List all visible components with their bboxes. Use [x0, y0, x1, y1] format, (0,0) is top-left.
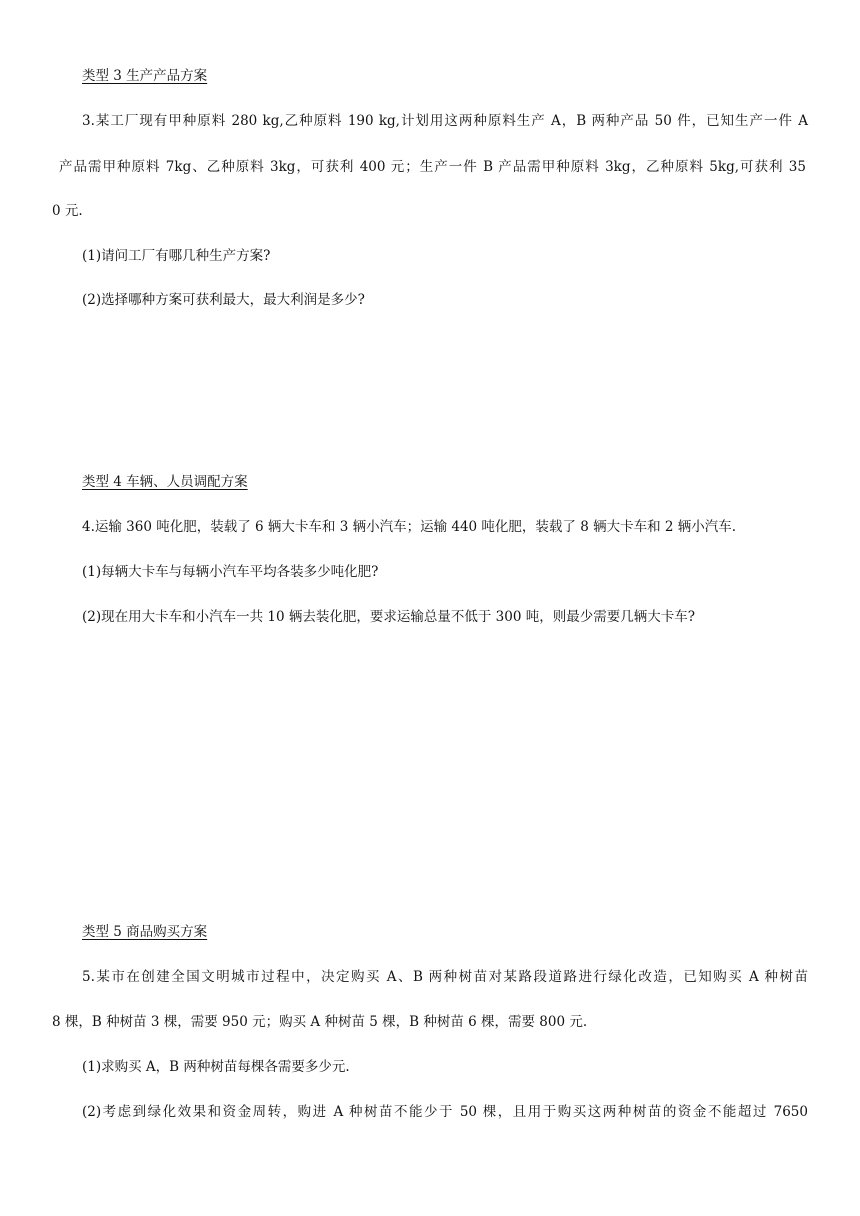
- section-4-heading: 类型 4 车辆、人员调配方案: [82, 474, 248, 490]
- problem-5-line-1: 5.某市在创建全国文明城市过程中，决定购买 A、B 两种树苗对某路段道路进行绿化改造，已知购买 A 种树苗: [82, 969, 808, 985]
- problem-4-question-2: (2)现在用大卡车和小汽车一共 10 辆去装化肥，要求运输总量不低于 300 吨，则最少需要几辆大卡车?: [82, 609, 695, 625]
- problem-3-line-1: 3.某工厂现有甲种原料 280 kg,乙种原料 190 kg,计划用这两种原料生产 A，B 两种产品 50 件，已知生产一件 A: [82, 113, 808, 129]
- problem-3-question-2: (2)选择哪种方案可获利最大，最大利润是多少?: [82, 292, 365, 308]
- problem-5-question-2: (2)考虑到绿化效果和资金周转，购进 A 种树苗不能少于 50 棵，且用于购买这两种树苗的资金不能超过 7650: [82, 1104, 808, 1120]
- problem-3-question-1: (1)请问工厂有哪几种生产方案?: [82, 248, 271, 264]
- problem-5-line-2: 8 棵，B 种树苗 3 棵，需要 950 元；购买 A 种树苗 5 棵，B 种树苗 6 棵，需要 800 元.: [52, 1014, 588, 1030]
- problem-4-text: 4.运输 360 吨化肥，装载了 6 辆大卡车和 3 辆小汽车；运输 440 吨化肥，装载了 8 辆大卡车和 2 辆小汽车.: [82, 519, 737, 535]
- problem-4-question-1: (1)每辆大卡车与每辆小汽车平均各装多少吨化肥?: [82, 564, 379, 580]
- problem-3-line-2: 产品需甲种原料 7kg、乙种原料 3kg，可获利 400 元；生产一件 B 产品需甲种原料 3kg，乙种原料 5kg,可获利 35: [59, 159, 806, 175]
- section-5-heading: 类型 5 商品购买方案: [82, 924, 208, 940]
- section-3-heading: 类型 3 生产产品方案: [82, 68, 208, 84]
- problem-5-question-1: (1)求购买 A，B 两种树苗每棵各需要多少元.: [82, 1059, 350, 1075]
- problem-3-line-3: 0 元.: [52, 203, 83, 219]
